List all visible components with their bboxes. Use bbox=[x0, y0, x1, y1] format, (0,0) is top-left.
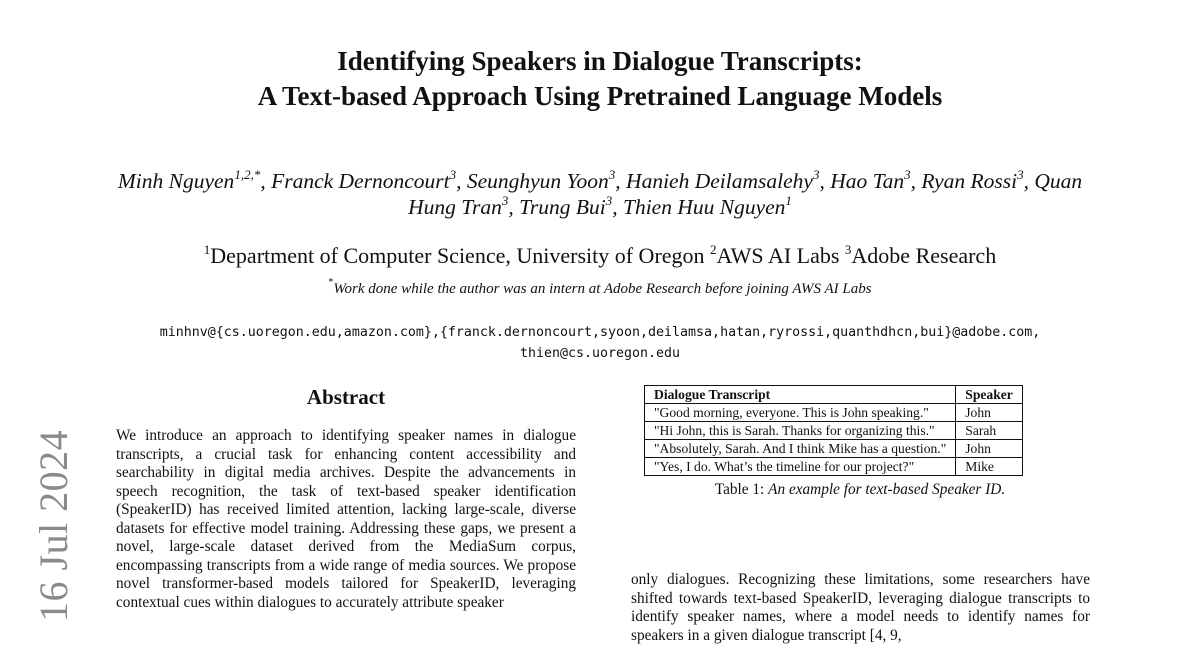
affiliations bbox=[0, 242, 1200, 270]
author-affil-mark: 3 bbox=[605, 192, 613, 208]
author-name: Thien Huu Nguyen bbox=[622, 195, 786, 219]
arxiv-date-stamp bbox=[18, 429, 82, 642]
caption-text: An example for text-based Speaker ID. bbox=[768, 481, 1006, 498]
affil-mark: 3 bbox=[844, 241, 852, 257]
arxiv-date-text: 16 Jul 2024 bbox=[31, 429, 76, 622]
author-name: Hanieh Deilamsalehy bbox=[626, 169, 813, 193]
table-row bbox=[645, 458, 1023, 476]
affil-mark: 2 bbox=[710, 241, 717, 257]
affiliation: Department of Computer Science, University of Oregon bbox=[210, 243, 705, 268]
author-affil-mark: 3 bbox=[608, 166, 616, 182]
author-name: Trung Bui bbox=[519, 195, 606, 219]
email-line-1: minhnv@{cs.uoregon.edu,amazon.com},{franck.dernoncourt,syoon,deilamsa,hatan,ryrossi,quanthdhcn,bui}@adobe.com, bbox=[159, 325, 1041, 340]
intern-footnote bbox=[0, 275, 1200, 299]
author-affil-mark: 1 bbox=[785, 192, 792, 208]
abstract-body: We introduce an approach to identifying speaker names in dialogue transcripts, a crucial task for enhancing content accessibility and searchability in digital media archives. Despite the advancements in speech recognition, the task of text-based speaker identification (SpeakerID) has received limited attention, lacking large-scale, diverse datasets for effective model training. Addressing these gaps, we present a novel, large-scale dataset derived from the MediaSum corpus, encompassing transcripts from a wide range of media sources. We propose novel transformer-based models tailored for SpeakerID, leveraging contextual cues within dialogues to accurately attribute speaker bbox=[116, 427, 576, 611]
column-header-speaker: Speaker bbox=[956, 386, 1023, 404]
footnote-mark: * bbox=[328, 277, 334, 288]
table-row bbox=[645, 440, 1023, 458]
author-name: Minh Nguyen bbox=[117, 169, 235, 193]
speaker-cell: John bbox=[956, 440, 1023, 458]
speaker-cell: Sarah bbox=[956, 422, 1023, 440]
author-affil-mark: 3 bbox=[1017, 166, 1024, 182]
paper-title bbox=[0, 44, 1200, 114]
author-emails bbox=[0, 322, 1200, 364]
table-caption bbox=[632, 481, 1088, 499]
footnote-text: Work done while the author was an intern at Adobe Research before joining AWS AI Labs bbox=[333, 281, 872, 297]
author-affil-mark: 3 bbox=[449, 166, 457, 182]
transcript-cell: "Absolutely, Sarah. And I think Mike has a question." bbox=[645, 440, 956, 458]
author-list: Minh Nguyen$^{1,2,*}$, Franck Dernoncourt$^3$, Seunghyun Yoon$^3$, Hanieh Deilamsalehy$^3$, Hao Tan$^3$, Ryan Rossi$^3$, Quan Hung Tran$^3$, Trung Bui$^3$, Thien Huu Nguyen$^1$ bbox=[117, 166, 1083, 219]
email-line-2: thien@cs.uoregon.edu bbox=[519, 346, 681, 361]
column-header-transcript: Dialogue Transcript bbox=[645, 386, 956, 404]
author-name: Seunghyun Yoon bbox=[466, 169, 609, 193]
author-name: Quan Hung Tran bbox=[408, 169, 1083, 219]
dialogue-example-table bbox=[644, 385, 1023, 476]
title-line-1: Identifying Speakers in Dialogue Transcripts: bbox=[337, 46, 863, 76]
affil-mark: 1 bbox=[203, 241, 211, 257]
author-affil-mark: 3 bbox=[501, 192, 509, 208]
transcript-cell: "Hi John, this is Sarah. Thanks for organizing this." bbox=[645, 422, 956, 440]
author-affil-mark: 3 bbox=[812, 166, 820, 182]
author-affil-mark: 3 bbox=[904, 166, 911, 182]
transcript-cell: "Good morning, everyone. This is John speaking." bbox=[645, 404, 956, 422]
right-column-text: only dialogues. Recognizing these limitations, some researchers have shifted towards text-based SpeakerID, leveraging dialogue transcripts to identify speaker names, where a model needs to identify names for speakers in a given dialogue transcript [4, 9, bbox=[631, 571, 1090, 644]
table-header-row bbox=[645, 386, 1023, 404]
author-name: Franck Dernoncourt bbox=[271, 169, 450, 193]
speaker-cell: Mike bbox=[956, 458, 1023, 476]
author-name: Hao Tan bbox=[830, 169, 905, 193]
table-row bbox=[645, 404, 1023, 422]
speaker-cell: John bbox=[956, 404, 1023, 422]
caption-label: Table 1: bbox=[714, 481, 765, 498]
affiliation: Adobe Research bbox=[851, 243, 997, 268]
author-name: Ryan Rossi bbox=[921, 169, 1018, 193]
affiliation: AWS AI Labs bbox=[716, 243, 840, 268]
author-affil-mark: 1,2,* bbox=[234, 166, 261, 182]
table-row bbox=[645, 422, 1023, 440]
transcript-cell: "Yes, I do. What’s the timeline for our project?" bbox=[645, 458, 956, 476]
title-line-2: A Text-based Approach Using Pretrained Language Models bbox=[257, 81, 943, 111]
abstract-heading: Abstract bbox=[306, 385, 386, 409]
